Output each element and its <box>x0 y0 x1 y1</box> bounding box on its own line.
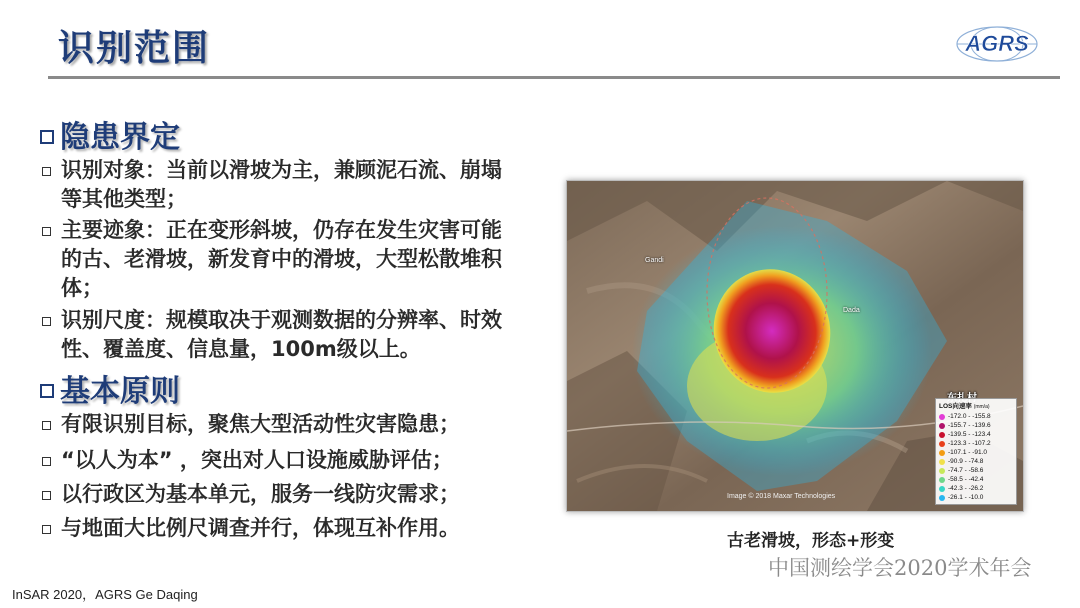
section-heading-2 <box>40 366 180 410</box>
legend-label: -26.1 - -10.0 <box>948 494 984 501</box>
place-label: Dada <box>843 307 860 314</box>
list-item <box>40 514 520 543</box>
legend-swatch <box>939 486 945 492</box>
bullet-text: 主要迹象：正在变形斜坡，仍存在发生灾害可能的古、老滑坡，新发育中的滑坡，大型松散堆积体； <box>61 218 502 300</box>
legend-item <box>939 448 1013 457</box>
bullet-text: 识别对象：当前以滑坡为主，兼顾泥石流、崩塌等其他类型； <box>61 158 502 211</box>
legend-swatch <box>939 477 945 483</box>
velocity-legend <box>935 398 1017 505</box>
section-title: 隐患界定 <box>60 120 180 155</box>
insar-landslide-image <box>566 180 1024 512</box>
square-bullet-icon <box>42 491 51 500</box>
slide-title: 识别范围 <box>58 28 211 69</box>
bullet-text: 识别尺度：规模取决于观测数据的分辨率、时效性、覆盖度、信息量，100m级以上。 <box>61 308 502 361</box>
place-label: Gandi <box>645 257 664 264</box>
square-bullet-icon <box>42 457 51 466</box>
legend-label: -123.3 - -107.2 <box>948 440 991 447</box>
legend-swatch <box>939 441 945 447</box>
list-item <box>40 306 520 364</box>
bullet-text: 有限识别目标，聚焦大型活动性灾害隐患； <box>61 412 460 436</box>
section-heading-1 <box>40 112 180 156</box>
legend-swatch <box>939 468 945 474</box>
legend-label: -172.0 - -155.8 <box>948 413 991 420</box>
legend-label: -155.7 - -139.6 <box>948 422 991 429</box>
legend-swatch <box>939 495 945 501</box>
bullet-text: 以行政区为基本单元，服务一线防灾需求； <box>61 482 460 506</box>
legend-swatch <box>939 459 945 465</box>
legend-title: LOS向速率 (mm/a) <box>939 403 990 410</box>
list-item <box>40 480 520 509</box>
legend-swatch <box>939 432 945 438</box>
image-credit: Image © 2018 Maxar Technologies <box>727 493 836 500</box>
list-item <box>40 216 520 303</box>
legend-label: -107.1 - -91.0 <box>948 449 988 456</box>
square-bullet-icon <box>42 167 51 176</box>
legend-item <box>939 484 1013 493</box>
legend-item <box>939 439 1013 448</box>
legend-label: -74.7 - -58.6 <box>948 467 984 474</box>
section-title: 基本原则 <box>60 374 180 409</box>
footer-text: InSAR 2020，AGRS Ge Daqing <box>12 587 198 602</box>
list-item <box>40 410 520 439</box>
legend-item <box>939 430 1013 439</box>
conference-watermark: 中国测绘学会2020学术年会 <box>768 556 1032 580</box>
bullet-text: “以人为本” ，突出对人口设施威胁评估； <box>61 448 453 472</box>
svg-text:AGRS: AGRS <box>965 31 1029 56</box>
legend-label: -90.9 - -74.8 <box>948 458 984 465</box>
legend-item <box>939 412 1013 421</box>
legend-swatch <box>939 423 945 429</box>
legend-label: -139.5 - -123.4 <box>948 431 991 438</box>
list-item <box>40 446 520 475</box>
legend-label: -42.3 - -26.2 <box>948 485 984 492</box>
bullet-text: 与地面大比例尺调查并行，体现互补作用。 <box>61 516 460 540</box>
square-bullet-icon <box>42 317 51 326</box>
agrs-logo <box>952 24 1042 64</box>
legend-item <box>939 457 1013 466</box>
title-divider <box>48 76 1060 79</box>
legend-item <box>939 475 1013 484</box>
square-bullet-icon <box>40 384 54 398</box>
square-bullet-icon <box>42 421 51 430</box>
legend-swatch <box>939 450 945 456</box>
legend-item <box>939 421 1013 430</box>
list-item <box>40 156 520 214</box>
figure-caption: 古老滑坡，形态+形变 <box>727 531 895 551</box>
legend-swatch <box>939 414 945 420</box>
legend-item <box>939 493 1013 502</box>
legend-label: -58.5 - -42.4 <box>948 476 984 483</box>
square-bullet-icon <box>42 525 51 534</box>
legend-item <box>939 466 1013 475</box>
square-bullet-icon <box>40 130 54 144</box>
square-bullet-icon <box>42 227 51 236</box>
